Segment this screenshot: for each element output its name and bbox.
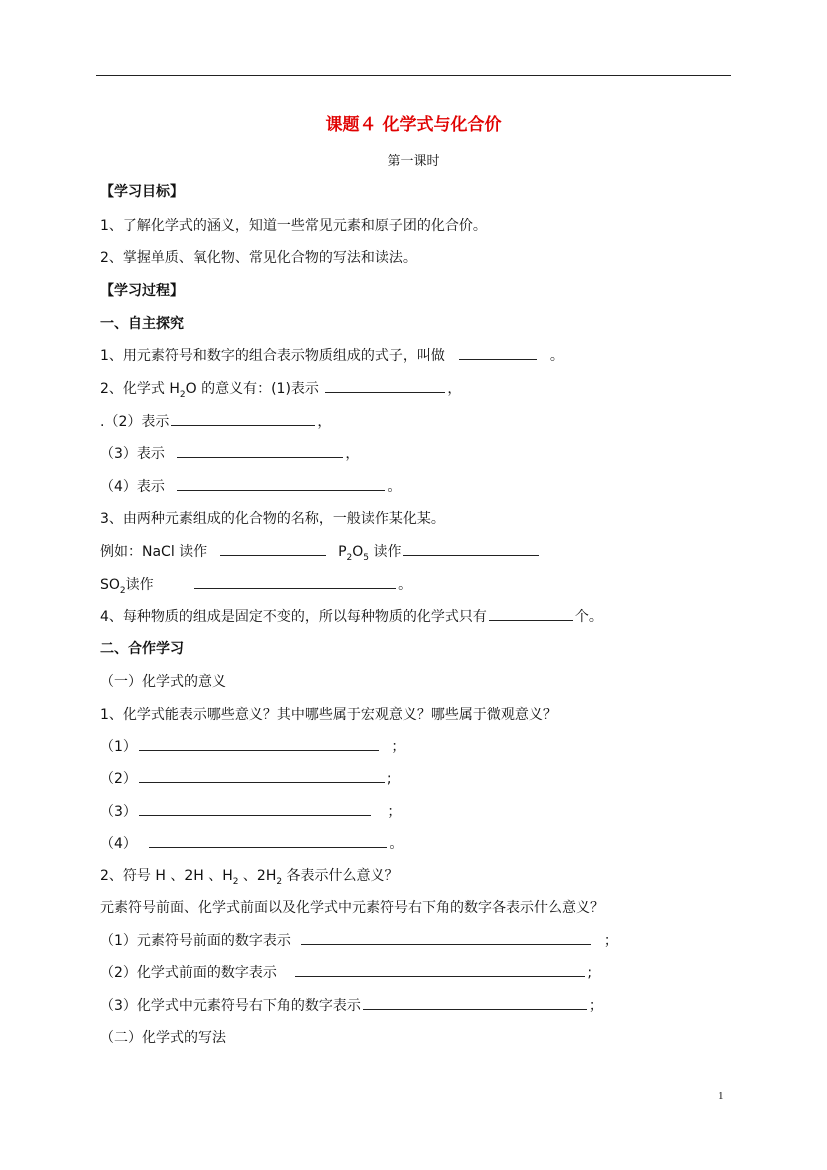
punct: ， — [345, 446, 360, 462]
item-label: （4）表示 — [100, 479, 165, 495]
question-2-item-4 — [100, 476, 401, 496]
page-subtitle: 第一课时 — [387, 154, 440, 169]
part2-heading: 二、合作学习 — [100, 641, 184, 657]
page-number: 1 — [718, 1090, 724, 1102]
punct: 个。 — [574, 609, 603, 625]
answer-blank[interactable] — [220, 541, 326, 556]
answer-blank[interactable] — [177, 476, 385, 491]
punct: ； — [603, 933, 618, 949]
question-3: 3、由两种元素组成的化合物的名称，一般读作某化某。 — [100, 511, 445, 527]
subscript: 2 — [276, 876, 283, 887]
part1-heading: 一、自主探究 — [100, 316, 184, 332]
coop-item-3 — [100, 801, 401, 821]
example-line — [100, 541, 541, 563]
item-label: （4） — [100, 836, 137, 852]
punct: ； — [588, 998, 603, 1014]
question-2-item-2 — [100, 411, 331, 431]
goal-2: 2、掌握单质、氧化物、常见化合物的写法和读法。 — [100, 250, 417, 266]
symbols-text: 、2H — [238, 868, 277, 884]
punct: 。 — [549, 348, 564, 364]
item-label: （1） — [100, 739, 137, 755]
coop-q3-item-3 — [100, 995, 603, 1015]
subscript: 2 — [232, 876, 239, 887]
coop-q3-item-1 — [100, 930, 618, 950]
answer-blank[interactable] — [295, 962, 585, 977]
item-label: （1）元素符号前面的数字表示 — [100, 933, 291, 949]
subscript: 2 — [346, 552, 353, 563]
punct: ， — [447, 381, 462, 397]
punct: 。 — [389, 836, 404, 852]
process-heading: 【学习过程】 — [100, 283, 184, 299]
question-4 — [100, 606, 603, 626]
symbols-text: 2、符号 H 、2H 、H — [100, 868, 233, 884]
item-label: （3）表示 — [100, 446, 165, 462]
item-label: （3）化学式中元素符号右下角的数字表示 — [100, 998, 361, 1014]
answer-blank[interactable] — [149, 833, 387, 848]
coop-q3-item-2 — [100, 962, 592, 982]
answer-blank[interactable] — [177, 443, 343, 458]
read-label: 读作 — [373, 544, 402, 560]
punct: ； — [391, 739, 406, 755]
coop-question-3: 元素符号前面、化学式前面以及化学式中元素符号右下角的数字各表示什么意义？ — [100, 900, 604, 916]
coop-item-4 — [100, 833, 403, 853]
question-2-prefix: 2、化学式 H — [100, 381, 180, 397]
goal-1: 1、了解化学式的涵义，知道一些常见元素和原子团的化合价。 — [100, 218, 487, 234]
question-4-text: 4、每种物质的组成是固定不变的，所以每种物质的化学式只有 — [100, 609, 487, 625]
question-1-text: 1、用元素符号和数字的组合表示物质组成的式子，叫做 — [100, 348, 445, 364]
question-2 — [100, 378, 461, 400]
formula-p: P — [338, 544, 347, 560]
sub2-heading: （二）化学式的写法 — [100, 1030, 226, 1046]
coop-question-1: 1、化学式能表示哪些意义？其中哪些属于宏观意义？哪些属于微观意义？ — [100, 707, 557, 723]
coop-question-2 — [100, 865, 399, 887]
answer-blank[interactable] — [139, 768, 385, 783]
answer-blank[interactable] — [489, 606, 573, 621]
page-title: 课题４ 化学式与化合价 — [325, 115, 502, 135]
answer-blank[interactable] — [171, 411, 315, 426]
punct: 。 — [387, 479, 402, 495]
item-label: （2）化学式前面的数字表示 — [100, 965, 277, 981]
answer-blank[interactable] — [301, 930, 591, 945]
question-2-suffix: O 的意义有：(1)表示 — [185, 381, 319, 397]
item-label: .（2）表示 — [100, 414, 170, 430]
answer-blank[interactable] — [194, 574, 396, 589]
formula-o: O — [352, 544, 364, 560]
subscript: 2 — [179, 389, 186, 400]
goals-heading: 【学习目标】 — [100, 184, 184, 200]
question-2-item-3 — [100, 443, 359, 463]
formula-so: SO — [100, 577, 120, 593]
answer-blank[interactable] — [325, 378, 445, 393]
punct: ， — [317, 414, 332, 430]
punct: 。 — [398, 577, 413, 593]
punct: ； — [387, 804, 402, 820]
symbols-text: 各表示什么意义？ — [282, 868, 399, 884]
answer-blank[interactable] — [459, 345, 537, 360]
answer-blank[interactable] — [139, 736, 379, 751]
answer-blank[interactable] — [403, 541, 539, 556]
item-label: （2） — [100, 771, 137, 787]
sub1-heading: （一）化学式的意义 — [100, 674, 226, 690]
example-label: 例如：NaCl 读作 — [100, 544, 208, 560]
subscript: 2 — [119, 585, 126, 596]
punct: ; — [587, 965, 593, 981]
question-1 — [100, 345, 564, 365]
subscript: 5 — [363, 552, 370, 563]
punct: ; — [386, 771, 392, 787]
so2-line — [100, 574, 412, 596]
coop-item-1 — [100, 736, 405, 756]
header-rule — [96, 75, 731, 76]
coop-item-2 — [100, 768, 392, 788]
answer-blank[interactable] — [363, 995, 587, 1010]
read-label: 读作 — [125, 577, 154, 593]
item-label: （3） — [100, 804, 137, 820]
answer-blank[interactable] — [139, 801, 371, 816]
